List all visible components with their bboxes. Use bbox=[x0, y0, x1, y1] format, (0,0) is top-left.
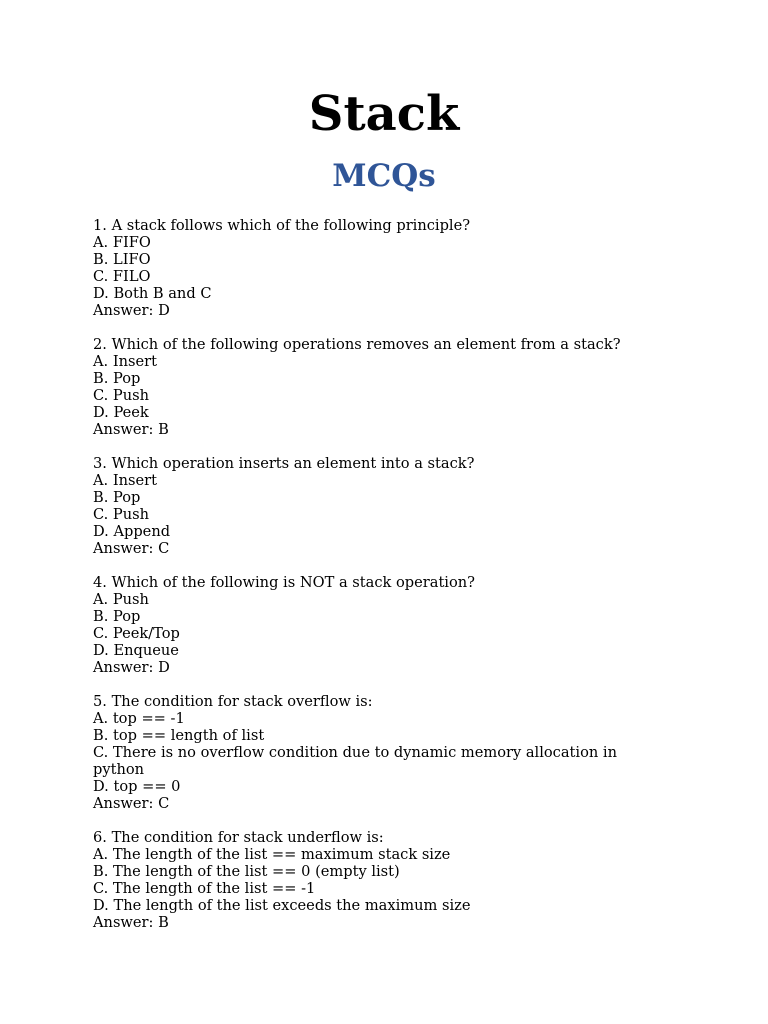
option-line: C. Push bbox=[93, 387, 150, 404]
question-list bbox=[93, 217, 693, 948]
page-title: Stack bbox=[308, 86, 460, 142]
option-line: D. top == 0 bbox=[93, 778, 181, 795]
question-block bbox=[93, 693, 693, 812]
question-text: 1. A stack follows which of the following principle? bbox=[93, 217, 471, 234]
option-line: C. FILO bbox=[93, 268, 151, 285]
option-line: A. The length of the list == maximum stack size bbox=[93, 846, 451, 863]
question-block bbox=[93, 455, 693, 557]
option-line: B. The length of the list == 0 (empty list) bbox=[93, 863, 400, 880]
answer-line: Answer: B bbox=[93, 421, 169, 438]
question-block bbox=[93, 829, 693, 931]
option-line: D. The length of the list exceeds the maximum size bbox=[93, 897, 471, 914]
question-block bbox=[93, 574, 693, 676]
option-line: B. Pop bbox=[93, 608, 141, 625]
answer-line: Answer: C bbox=[93, 540, 170, 557]
option-line: D. Both B and C bbox=[93, 285, 212, 302]
option-line: B. top == length of list bbox=[93, 727, 265, 744]
option-line: B. Pop bbox=[93, 489, 141, 506]
answer-line: Answer: D bbox=[93, 659, 170, 676]
question-block bbox=[93, 336, 693, 438]
option-line: C. There is no overflow condition due to dynamic memory allocation in bbox=[93, 744, 617, 761]
question-text: 2. Which of the following operations removes an element from a stack? bbox=[93, 336, 621, 353]
answer-line: Answer: C bbox=[93, 795, 170, 812]
question-text: 6. The condition for stack underflow is: bbox=[93, 829, 384, 846]
option-line: A. FIFO bbox=[93, 234, 151, 251]
answer-line: Answer: B bbox=[93, 914, 169, 931]
option-line: A. Push bbox=[93, 591, 149, 608]
page-subtitle: MCQs bbox=[332, 158, 436, 194]
question-block bbox=[93, 217, 693, 319]
question-text: 4. Which of the following is NOT a stack operation? bbox=[93, 574, 475, 591]
option-line: C. Peek/Top bbox=[93, 625, 180, 642]
option-line: A. top == -1 bbox=[93, 710, 185, 727]
option-line: A. Insert bbox=[93, 472, 157, 489]
option-line: python bbox=[93, 761, 145, 778]
option-line: C. Push bbox=[93, 506, 150, 523]
option-line: D. Peek bbox=[93, 404, 149, 421]
option-line: D. Enqueue bbox=[93, 642, 179, 659]
option-line: C. The length of the list == -1 bbox=[93, 880, 316, 897]
option-line: B. LIFO bbox=[93, 251, 151, 268]
answer-line: Answer: D bbox=[93, 302, 170, 319]
option-line: B. Pop bbox=[93, 370, 141, 387]
option-line: D. Append bbox=[93, 523, 171, 540]
question-text: 5. The condition for stack overflow is: bbox=[93, 693, 373, 710]
option-line: A. Insert bbox=[93, 353, 157, 370]
question-text: 3. Which operation inserts an element into a stack? bbox=[93, 455, 475, 472]
